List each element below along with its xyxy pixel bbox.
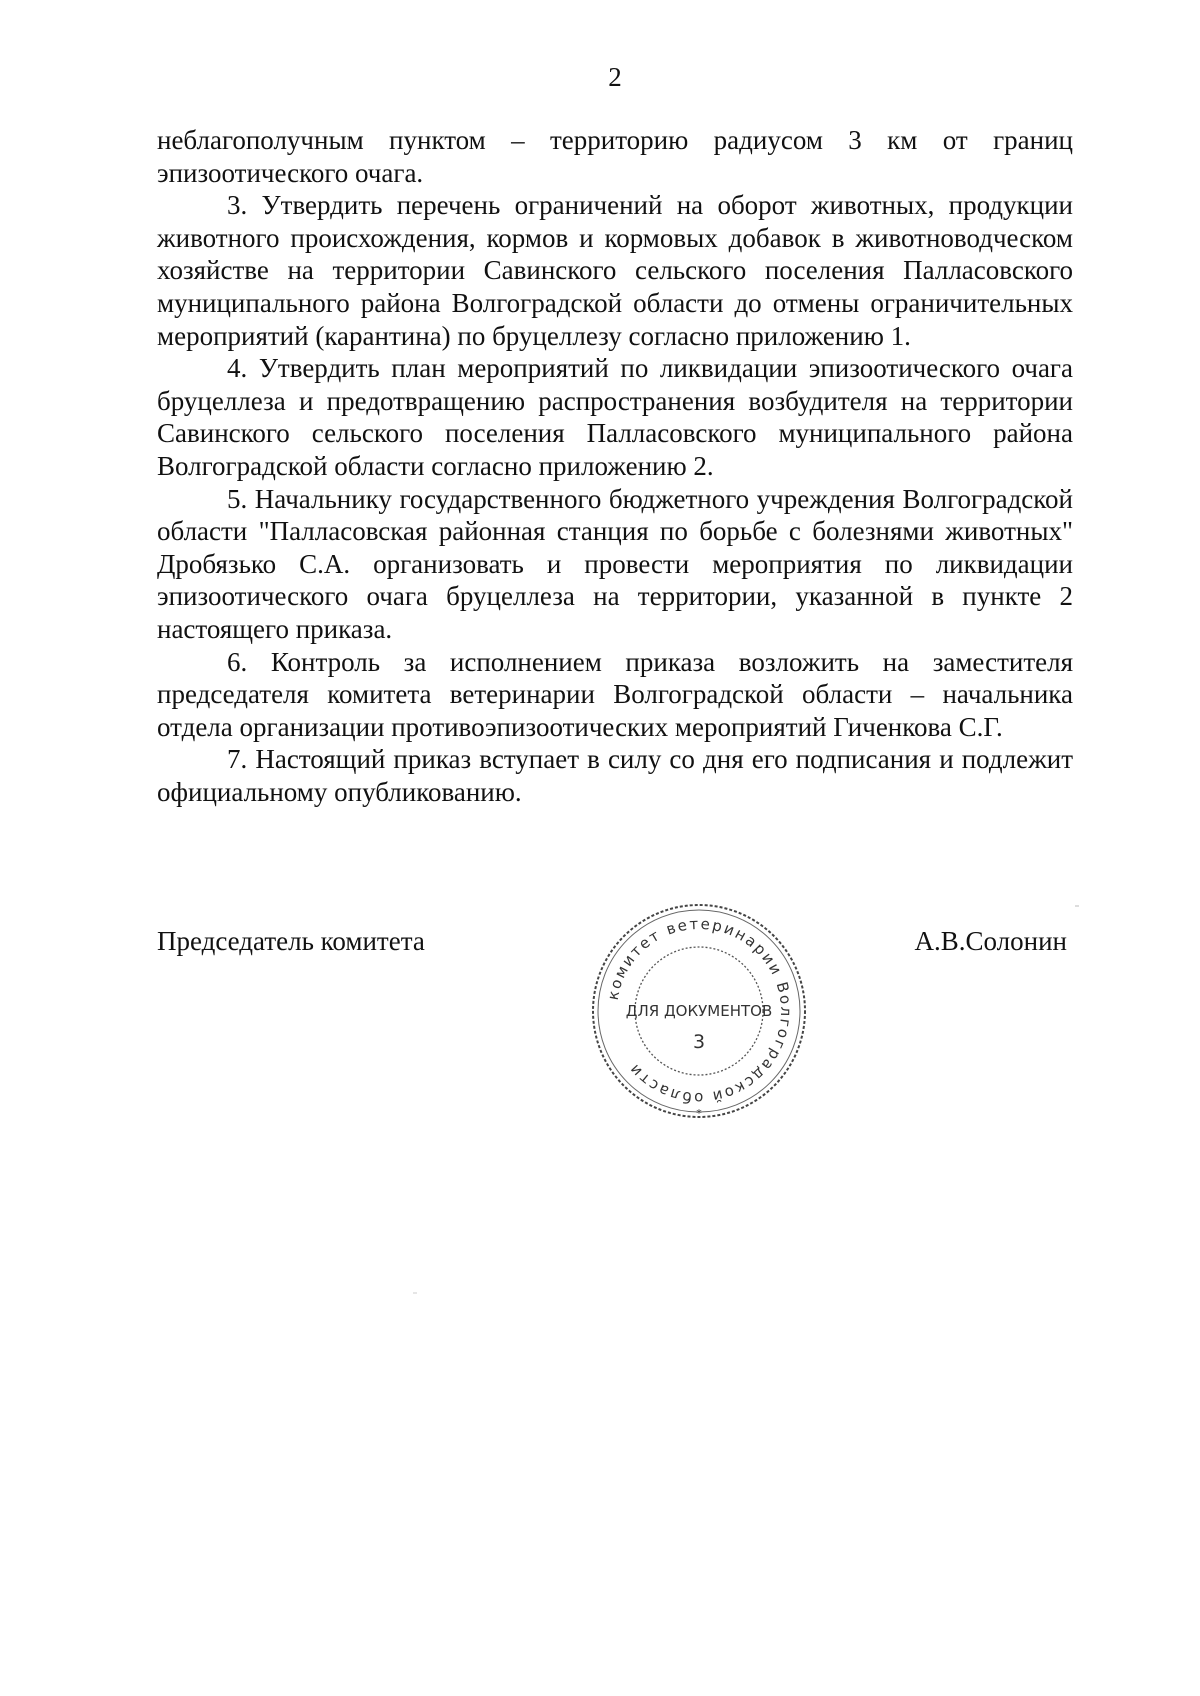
seal-number: 3 [692, 1031, 706, 1053]
signatory-position: Председатель комитета [157, 926, 425, 956]
paragraph-item-6: 6. Контроль за исполнением приказа возложить на заместителя председателя комитета ветеринарии Волгоградской области – начальника отдела организации противоэпизоотических мероприятий Гиченкова С.Г. [157, 646, 1073, 742]
paragraph-item-5: 5. Начальнику государственного бюджетного учреждения Волгоградской области "Палласовская районная станция по борьбе с болезнями животных" Дробязько С.А. организовать и провести мероприятия по ликвидации эпизоотического очага бруцеллеза на территории, указанной в пункте 2 настоящего приказа. [157, 483, 1073, 644]
paragraph-item-4: 4. Утвердить план мероприятий по ликвидации эпизоотического очага бруцеллеза и предотвращению распространения возбудителя на территории Савинского сельского поселения Палласовского муниципального района Волгоградской области согласно приложению 2. [157, 353, 1073, 481]
seal-center-text: ДЛЯ ДОКУМЕНТОВ [625, 1002, 773, 1020]
page-number: 2 [608, 62, 622, 92]
paragraph-item-7: 7. Настоящий приказ вступает в силу со дня его подписания и подлежит официальному опубликованию. [157, 744, 1073, 807]
paragraph-continuation: неблагополучным пунктом – территорию радиусом 3 км от границ эпизоотического очага. [157, 125, 1073, 188]
seal-ring-text: комитет ветеринарии Волгоградской области [603, 914, 796, 1108]
paragraph-item-3: 3. Утвердить перечень ограничений на оборот животных, продукции животного происхождения, кормов и кормовых добавок в животноводческом хозяйстве на территории Савинского сельского поселения Палласовского муниципального района Волгоградской области до отмены ограничительных мероприятий (карантина) по бруцеллезу согласно приложению 1. [157, 190, 1073, 351]
signatory-name: А.В.Солонин [914, 926, 1067, 956]
seal-star: * [696, 1107, 702, 1120]
